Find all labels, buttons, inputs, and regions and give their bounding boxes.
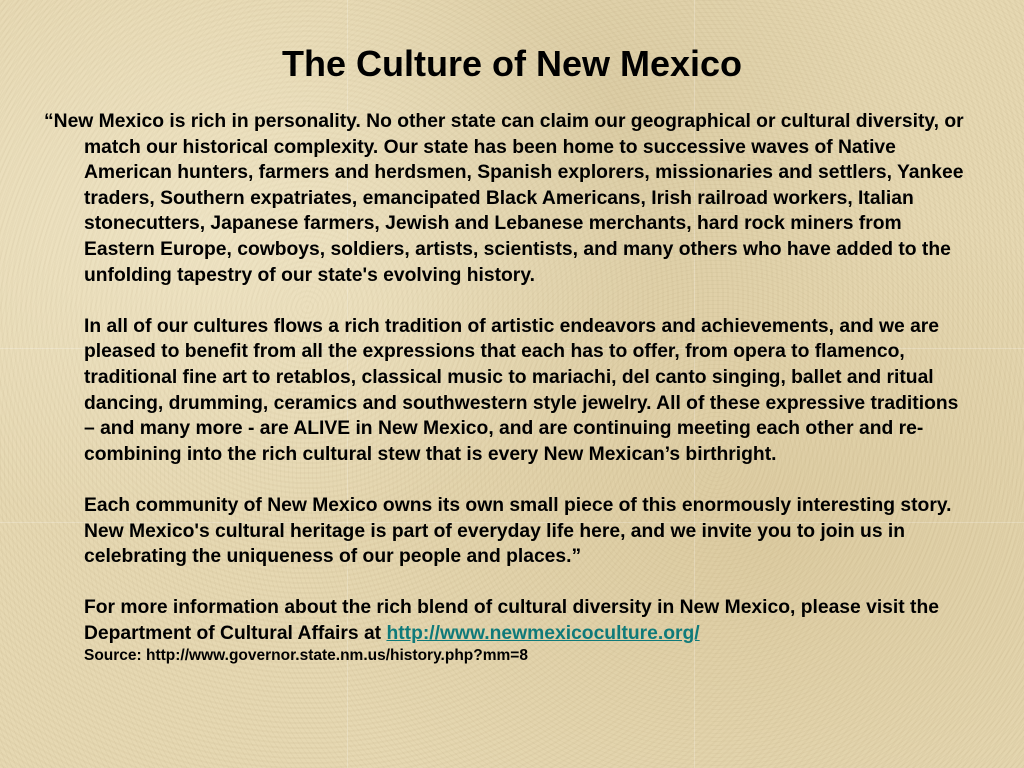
more-info-paragraph	[44, 595, 974, 646]
culture-website-link[interactable]: http://www.newmexicoculture.org/	[386, 622, 700, 644]
slide-body	[44, 109, 974, 666]
more-info-text: For more information about the rich blend of cultural diversity in New Mexico, please visit the Department of Cultural Affairs at	[84, 597, 939, 644]
quote-paragraph-3: Each community of New Mexico owns its own small piece of this enormously interesting story. New Mexico's cultural heritage is part of everyday life here, and we invite you to join us in celebrating the uniqueness of our people and places.”	[84, 494, 952, 568]
source-citation: Source: http://www.governor.state.nm.us/history.php?mm=8	[84, 647, 528, 665]
slide-title: The Culture of New Mexico	[281, 43, 743, 84]
quote-paragraph-1: “New Mexico is rich in personality. No other state can claim our geographical or cultural diversity, or match our historical complexity. Our state has been home to successive waves of Native American hunters, farmers and herdsmen, Spanish explorers, missionaries and settlers, Yankee traders, Southern expatriates, emancipated Black Americans, Irish railroad workers, Italian stonecutters, Japanese farmers, Jewish and Lebanese merchants, hard rock miners from Eastern Europe, cowboys, soldiers, artists, scientists, and many others who have added to the unfolding tapestry of our state's evolving history.	[44, 111, 964, 286]
quote-paragraph-2: In all of our cultures flows a rich tradition of artistic endeavors and achievements, and we are pleased to benefit from all the expressions that each has to offer, from opera to flamenco, traditional fine art to retablos, classical music to mariachi, del canto singing, ballet and ritual dancing, drumming, ceramics and southwestern style jewelry. All of these expressive traditions – and many more - are ALIVE in New Mexico, and are continuing meeting each other and re-combining into the rich cultural stew that is every New Mexican’s birthright.	[84, 315, 959, 465]
